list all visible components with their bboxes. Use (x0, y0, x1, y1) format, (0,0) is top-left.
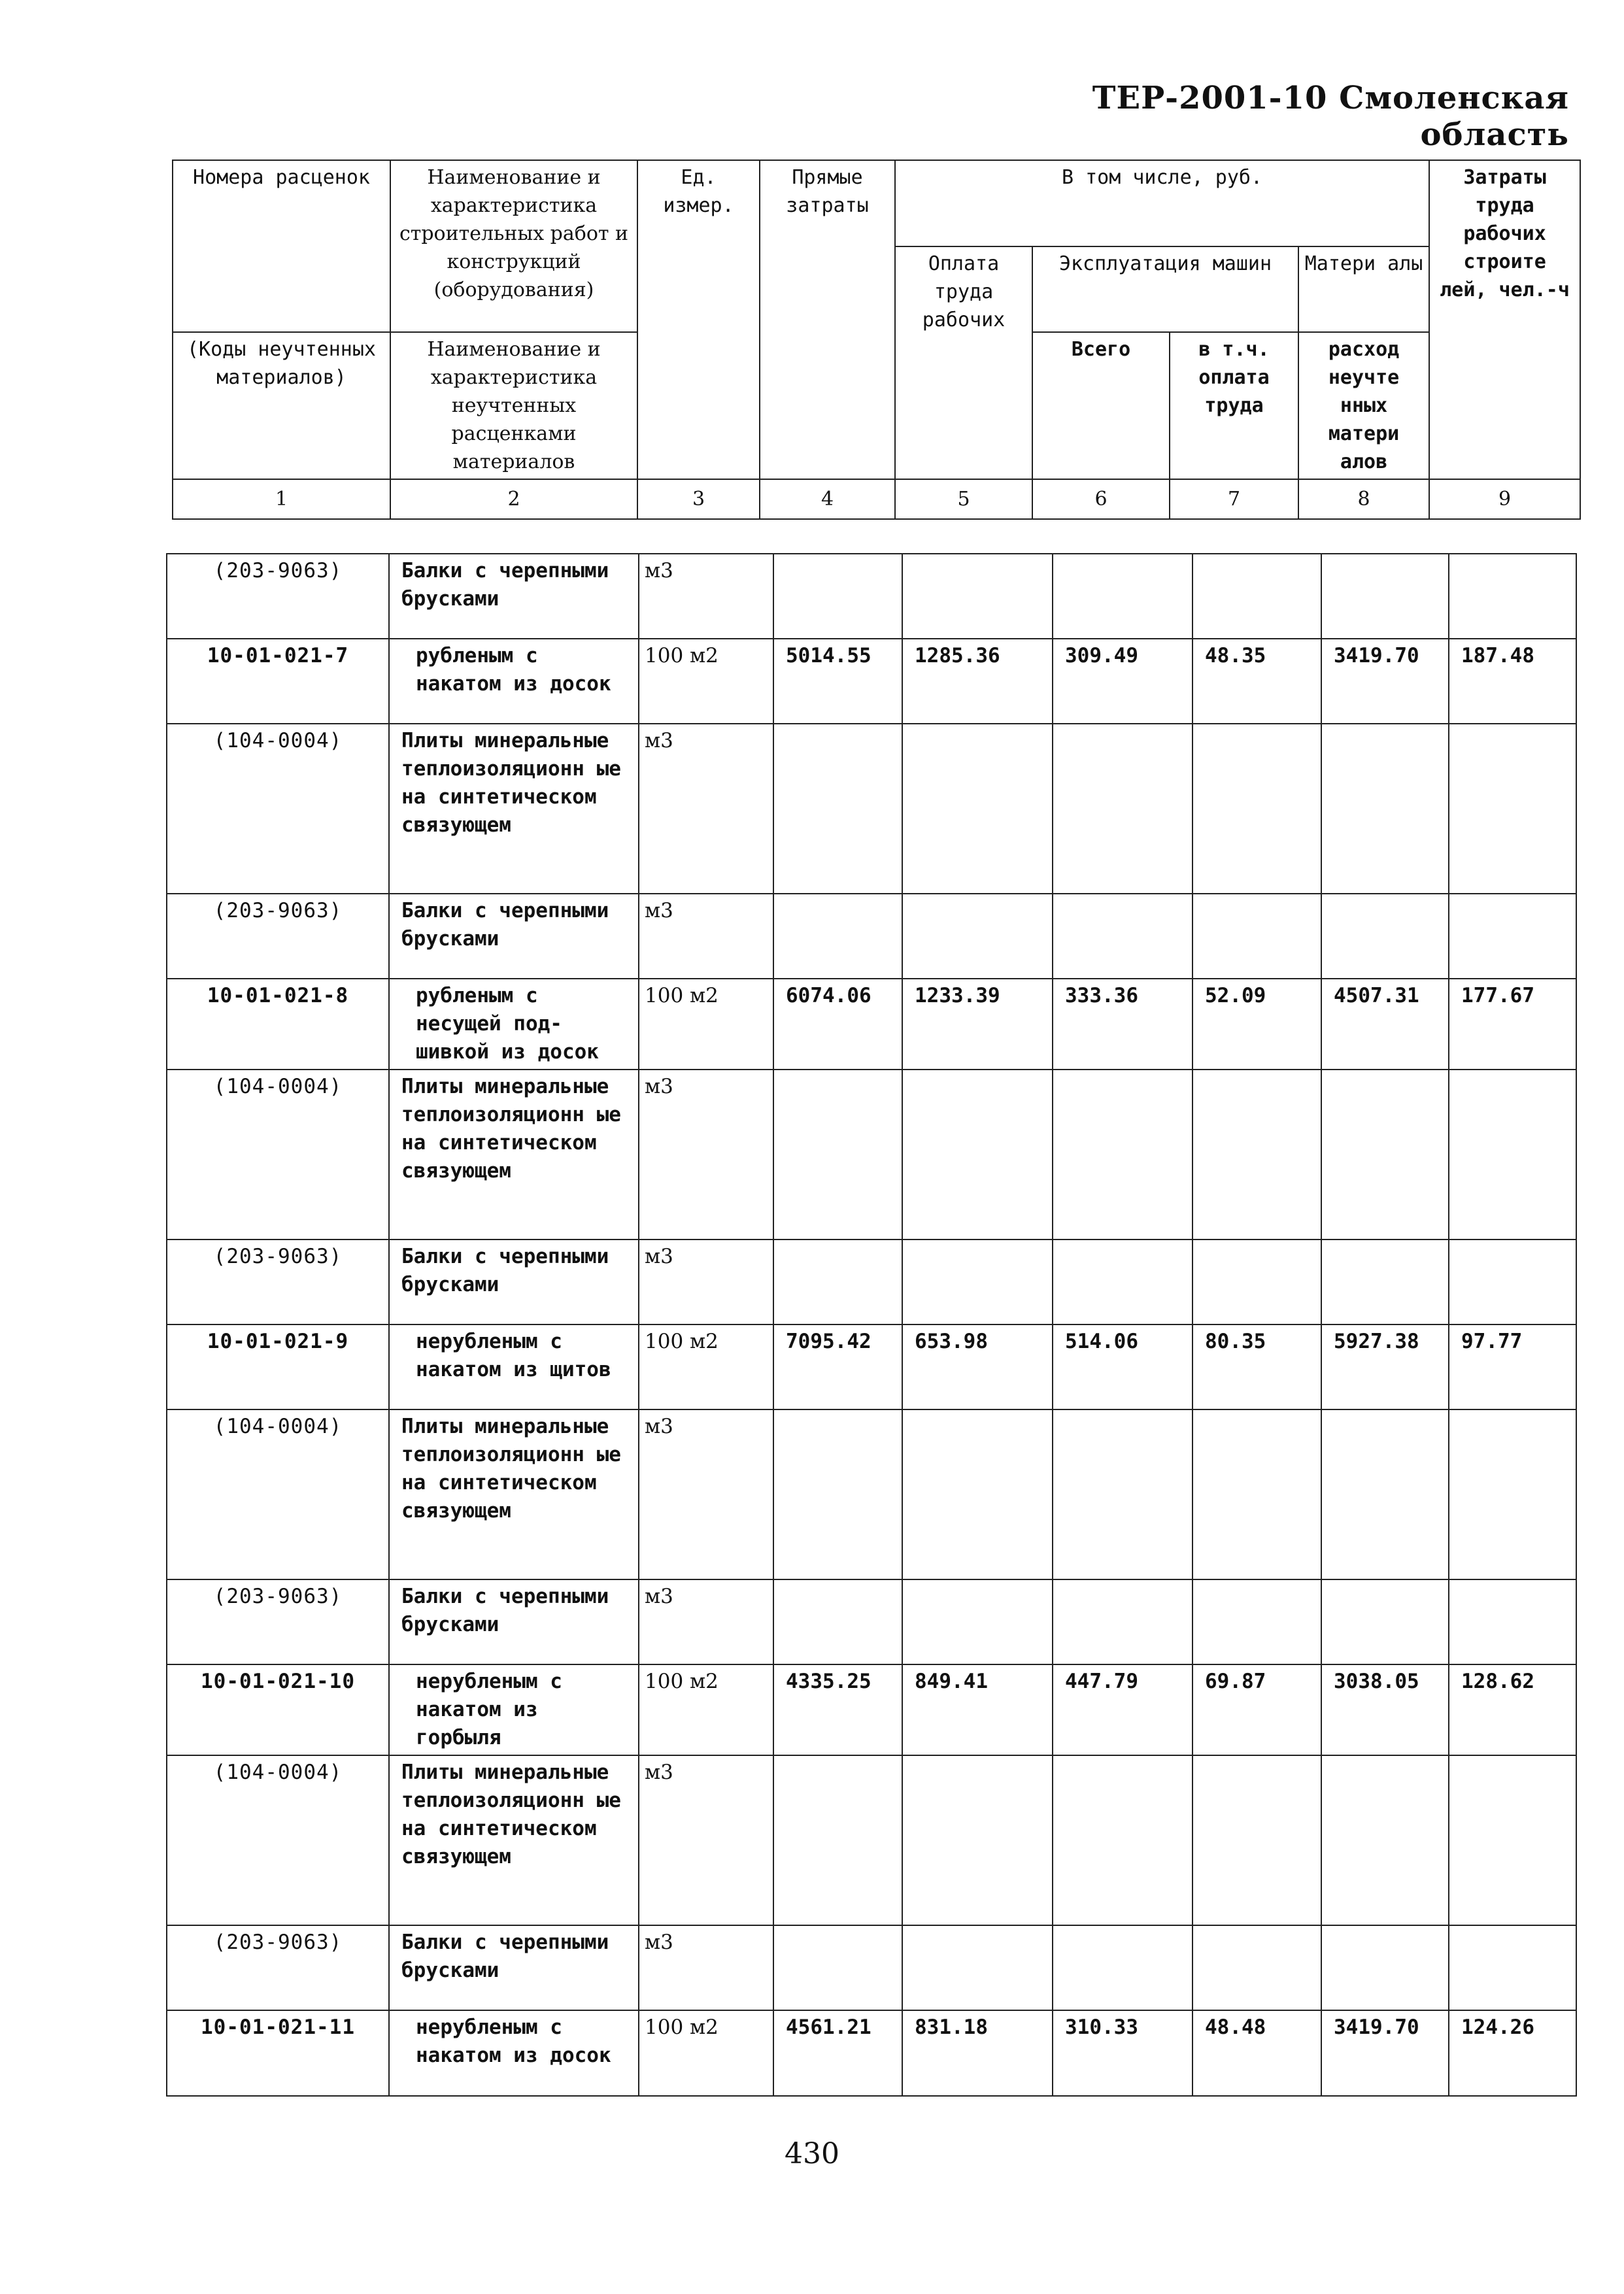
header-unit: Ед. измер. (637, 160, 760, 479)
material-row (167, 724, 1576, 894)
direct-costs-value: 4561.21 (773, 2010, 902, 2096)
header-including: В том числе, руб. (895, 160, 1429, 246)
page-number: 430 (785, 2137, 839, 2170)
header-machine-operation: Эксплуатация машин (1032, 246, 1298, 332)
machine-pay-value: 48.35 (1193, 639, 1321, 724)
machine-pay-value (1193, 894, 1321, 979)
header-labor-costs: Затраты труда рабочих строите лей, чел.-ч (1429, 160, 1580, 479)
direct-costs-value (773, 1409, 902, 1579)
rate-row (167, 639, 1576, 724)
machine-pay-value (1193, 1409, 1321, 1579)
rates-table (166, 553, 1577, 2097)
materials-value (1321, 1579, 1449, 1664)
row-code: (104-0004) (167, 1755, 389, 1925)
materials-value (1321, 724, 1449, 894)
machine-total-value: 447.79 (1053, 1664, 1193, 1755)
machine-total-value: 514.06 (1053, 1324, 1193, 1409)
materials-value: 4507.31 (1321, 979, 1449, 1070)
worker-pay-value: 1285.36 (902, 639, 1053, 724)
row-unit: м3 (639, 554, 773, 639)
row-name: Плиты минеральные теплоизоляционн ые на синтетическом связующем (389, 724, 639, 894)
row-name: Плиты минеральные теплоизоляционн ые на синтетическом связующем (389, 1409, 639, 1579)
row-code: (104-0004) (167, 1409, 389, 1579)
machine-pay-value (1193, 1070, 1321, 1240)
column-number: 8 (1298, 479, 1429, 519)
direct-costs-value (773, 1070, 902, 1240)
row-name: Плиты минеральные теплоизоляционн ые на синтетическом связующем (389, 1070, 639, 1240)
row-unit: м3 (639, 1925, 773, 2010)
worker-pay-value (902, 894, 1053, 979)
machine-pay-value (1193, 724, 1321, 894)
material-row (167, 1070, 1576, 1240)
header-unaccounted-names: Наименование и характеристика неучтенных расценками материалов (390, 332, 637, 479)
worker-pay-value: 1233.39 (902, 979, 1053, 1070)
machine-total-value (1053, 1409, 1193, 1579)
worker-pay-value: 653.98 (902, 1324, 1053, 1409)
row-unit: м3 (639, 1240, 773, 1324)
materials-value: 3038.05 (1321, 1664, 1449, 1755)
machine-pay-value: 80.35 (1193, 1324, 1321, 1409)
materials-value (1321, 1240, 1449, 1324)
worker-pay-value (902, 1755, 1053, 1925)
row-unit: 100 м2 (639, 639, 773, 724)
direct-costs-value (773, 1240, 902, 1324)
machine-pay-value: 48.48 (1193, 2010, 1321, 2096)
row-name: Балки с черепными брусками (389, 1925, 639, 2010)
materials-value (1321, 1755, 1449, 1925)
worker-pay-value (902, 724, 1053, 894)
row-code: (104-0004) (167, 1070, 389, 1240)
material-row (167, 554, 1576, 639)
labor-value (1449, 1240, 1576, 1324)
labor-value (1449, 1409, 1576, 1579)
machine-total-value (1053, 894, 1193, 979)
row-name: нерубленым с накатом из щитов (389, 1324, 639, 1409)
direct-costs-value (773, 724, 902, 894)
header-rate-numbers: Номера расценок (173, 160, 390, 332)
machine-total-value (1053, 1925, 1193, 2010)
row-name: рубленым с несущей под-шивкой из досок (389, 979, 639, 1070)
material-row (167, 1240, 1576, 1324)
machine-total-value (1053, 1755, 1193, 1925)
direct-costs-value (773, 1925, 902, 2010)
row-name: Балки с черепными брусками (389, 1579, 639, 1664)
labor-value: 124.26 (1449, 2010, 1576, 2096)
row-unit: м3 (639, 1070, 773, 1240)
labor-value: 97.77 (1449, 1324, 1576, 1409)
row-name: Балки с черепными брусками (389, 894, 639, 979)
column-number: 4 (760, 479, 895, 519)
material-row (167, 1925, 1576, 2010)
machine-total-value (1053, 554, 1193, 639)
materials-value: 5927.38 (1321, 1324, 1449, 1409)
row-code: (104-0004) (167, 724, 389, 894)
row-name: Балки с черепными брусками (389, 554, 639, 639)
row-unit: 100 м2 (639, 2010, 773, 2096)
machine-total-value (1053, 1070, 1193, 1240)
row-code: (203-9063) (167, 1579, 389, 1664)
machine-pay-value (1193, 1240, 1321, 1324)
rate-row (167, 2010, 1576, 2096)
machine-pay-value (1193, 1579, 1321, 1664)
worker-pay-value (902, 1070, 1053, 1240)
column-number: 9 (1429, 479, 1580, 519)
row-code: (203-9063) (167, 1240, 389, 1324)
page-title: ТЕР-2001-10 Смоленская область (1092, 80, 1569, 153)
materials-value (1321, 1409, 1449, 1579)
material-row (167, 894, 1576, 979)
machine-total-value (1053, 724, 1193, 894)
row-code: 10-01-021-11 (167, 2010, 389, 2096)
direct-costs-value (773, 894, 902, 979)
row-unit: м3 (639, 1579, 773, 1664)
labor-value (1449, 1070, 1576, 1240)
machine-pay-value: 52.09 (1193, 979, 1321, 1070)
worker-pay-value (902, 554, 1053, 639)
machine-total-value (1053, 1240, 1193, 1324)
row-unit: м3 (639, 724, 773, 894)
rate-row (167, 1664, 1576, 1755)
header-materials: Матери алы (1298, 246, 1429, 332)
labor-value (1449, 894, 1576, 979)
labor-value (1449, 1755, 1576, 1925)
row-name: Плиты минеральные теплоизоляционн ые на синтетическом связующем (389, 1755, 639, 1925)
row-code: (203-9063) (167, 1925, 389, 2010)
column-number: 3 (637, 479, 760, 519)
row-code: 10-01-021-7 (167, 639, 389, 724)
row-name: нерубленым с накатом из досок (389, 2010, 639, 2096)
worker-pay-value: 831.18 (902, 2010, 1053, 2096)
column-number: 2 (390, 479, 637, 519)
row-unit: м3 (639, 894, 773, 979)
materials-value (1321, 894, 1449, 979)
machine-pay-value: 69.87 (1193, 1664, 1321, 1755)
machine-pay-value (1193, 1755, 1321, 1925)
row-unit: 100 м2 (639, 1664, 773, 1755)
worker-pay-value (902, 1240, 1053, 1324)
machine-pay-value (1193, 554, 1321, 639)
row-code: (203-9063) (167, 894, 389, 979)
worker-pay-value (902, 1579, 1053, 1664)
labor-value (1449, 1925, 1576, 2010)
direct-costs-value: 4335.25 (773, 1664, 902, 1755)
labor-value (1449, 1579, 1576, 1664)
material-row (167, 1755, 1576, 1925)
rate-row (167, 1324, 1576, 1409)
header-direct-costs: Прямые затраты (760, 160, 895, 479)
header-machine-total: Всего (1032, 332, 1170, 479)
row-name: нерубленым с накатом из горбыля (389, 1664, 639, 1755)
column-number: 5 (895, 479, 1032, 519)
worker-pay-value (902, 1925, 1053, 2010)
machine-pay-value (1193, 1925, 1321, 2010)
direct-costs-value (773, 1755, 902, 1925)
machine-total-value: 310.33 (1053, 2010, 1193, 2096)
labor-value: 177.67 (1449, 979, 1576, 1070)
worker-pay-value (902, 1409, 1053, 1579)
worker-pay-value: 849.41 (902, 1664, 1053, 1755)
row-code: (203-9063) (167, 554, 389, 639)
direct-costs-value: 6074.06 (773, 979, 902, 1070)
header-work-name: Наименование и характеристика строительных работ и конструкций (оборудования) (390, 160, 637, 332)
header-machine-pay: в т.ч. оплата труда (1170, 332, 1298, 479)
materials-value (1321, 554, 1449, 639)
header-unaccounted-codes: (Коды неучтенных материалов) (173, 332, 390, 479)
labor-value (1449, 554, 1576, 639)
direct-costs-value: 5014.55 (773, 639, 902, 724)
machine-total-value: 309.49 (1053, 639, 1193, 724)
labor-value: 128.62 (1449, 1664, 1576, 1755)
materials-value: 3419.70 (1321, 2010, 1449, 2096)
row-code: 10-01-021-8 (167, 979, 389, 1070)
row-unit: м3 (639, 1755, 773, 1925)
labor-value (1449, 724, 1576, 894)
row-unit: 100 м2 (639, 979, 773, 1070)
row-unit: 100 м2 (639, 1324, 773, 1409)
row-code: 10-01-021-10 (167, 1664, 389, 1755)
materials-value: 3419.70 (1321, 639, 1449, 724)
column-number: 1 (173, 479, 390, 519)
column-number: 6 (1032, 479, 1170, 519)
row-unit: м3 (639, 1409, 773, 1579)
header-table (172, 160, 1581, 520)
direct-costs-value (773, 554, 902, 639)
machine-total-value: 333.36 (1053, 979, 1193, 1070)
materials-value (1321, 1070, 1449, 1240)
material-row (167, 1409, 1576, 1579)
labor-value: 187.48 (1449, 639, 1576, 724)
direct-costs-value (773, 1579, 902, 1664)
materials-value (1321, 1925, 1449, 2010)
material-row (167, 1579, 1576, 1664)
header-unaccounted-usage: расход неучте нных матери алов (1298, 332, 1429, 479)
header-worker-pay: Оплата труда рабочих (895, 246, 1032, 479)
direct-costs-value: 7095.42 (773, 1324, 902, 1409)
machine-total-value (1053, 1579, 1193, 1664)
row-name: Балки с черепными брусками (389, 1240, 639, 1324)
row-name: рубленым с накатом из досок (389, 639, 639, 724)
rate-row (167, 979, 1576, 1070)
column-number: 7 (1170, 479, 1298, 519)
row-code: 10-01-021-9 (167, 1324, 389, 1409)
